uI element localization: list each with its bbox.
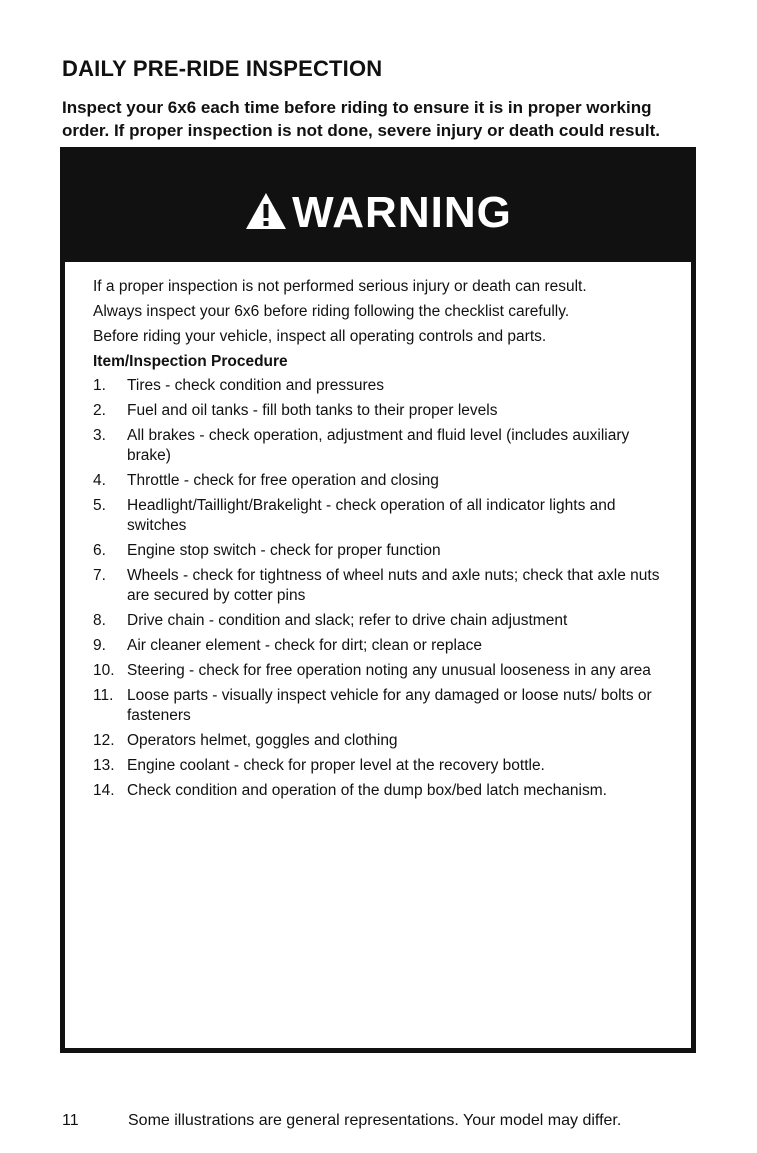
checklist-item (93, 731, 668, 751)
warning-body (93, 274, 668, 806)
page-footer (62, 1112, 702, 1130)
item-number: 2. (93, 402, 106, 419)
warning-triangle-icon (244, 191, 288, 231)
item-number: 7. (93, 567, 106, 584)
page-number: 11 (62, 1112, 79, 1129)
item-text: Loose parts - visually inspect vehicle for any damaged or loose nuts/ bolts or fasteners (127, 687, 652, 724)
checklist-item (93, 611, 668, 631)
item-text: Headlight/Taillight/Brakelight - check operation of all indicator lights and switches (127, 497, 616, 534)
inspection-checklist (93, 376, 668, 801)
checklist-item (93, 566, 668, 606)
procedure-heading: Item/Inspection Procedure (93, 353, 288, 370)
warning-label: WARNING (292, 188, 512, 237)
item-text: All brakes - check operation, adjustment and fluid level (includes auxiliary brake) (127, 427, 630, 464)
warning-box (60, 147, 696, 1053)
footer-note: Some illustrations are general representations. Your model may differ. (128, 1112, 622, 1129)
item-text: Operators helmet, goggles and clothing (127, 732, 398, 749)
item-number: 10. (93, 662, 115, 679)
item-number: 14. (93, 782, 115, 799)
checklist-item (93, 781, 668, 801)
item-number: 8. (93, 612, 106, 629)
item-text: Tires - check condition and pressures (127, 377, 385, 394)
item-text: Throttle - check for free operation and closing (127, 472, 439, 489)
item-text: Fuel and oil tanks - fill both tanks to their proper levels (127, 402, 498, 419)
item-number: 12. (93, 732, 115, 749)
warning-line: Always inspect your 6x6 before riding following the checklist carefully. (93, 303, 570, 320)
intro-paragraph: Inspect your 6x6 each time before riding to ensure it is in proper working order. If proper inspection is not done, severe injury or death could result. (62, 98, 660, 140)
item-text: Air cleaner element - check for dirt; clean or replace (127, 637, 482, 654)
checklist-item (93, 541, 668, 561)
item-number: 9. (93, 637, 106, 654)
item-text: Check condition and operation of the dump box/bed latch mechanism. (127, 782, 607, 799)
item-number: 1. (93, 377, 106, 394)
item-number: 5. (93, 497, 106, 514)
item-number: 4. (93, 472, 106, 489)
warning-line: Before riding your vehicle, inspect all operating controls and parts. (93, 328, 547, 345)
checklist-item (93, 401, 668, 421)
item-text: Engine coolant - check for proper level at the recovery bottle. (127, 757, 545, 774)
page-title: DAILY PRE-RIDE INSPECTION (62, 56, 383, 81)
item-text: Drive chain - condition and slack; refer to drive chain adjustment (127, 612, 568, 629)
checklist-item (93, 496, 668, 536)
item-number: 3. (93, 427, 106, 444)
checklist-item (93, 636, 668, 656)
warning-header (65, 152, 691, 262)
item-text: Wheels - check for tightness of wheel nuts and axle nuts; check that axle nuts are secured by cotter pins (127, 567, 660, 604)
checklist-item (93, 661, 668, 681)
item-number: 6. (93, 542, 106, 559)
checklist-item (93, 376, 668, 396)
warning-line: If a proper inspection is not performed serious injury or death can result. (93, 278, 587, 295)
checklist-item (93, 686, 668, 726)
item-text: Engine stop switch - check for proper function (127, 542, 441, 559)
item-text: Steering - check for free operation noting any unusual looseness in any area (127, 662, 651, 679)
item-number: 11. (93, 687, 114, 704)
checklist-item (93, 756, 668, 776)
checklist-item (93, 426, 668, 466)
item-number: 13. (93, 757, 115, 774)
checklist-item (93, 471, 668, 491)
